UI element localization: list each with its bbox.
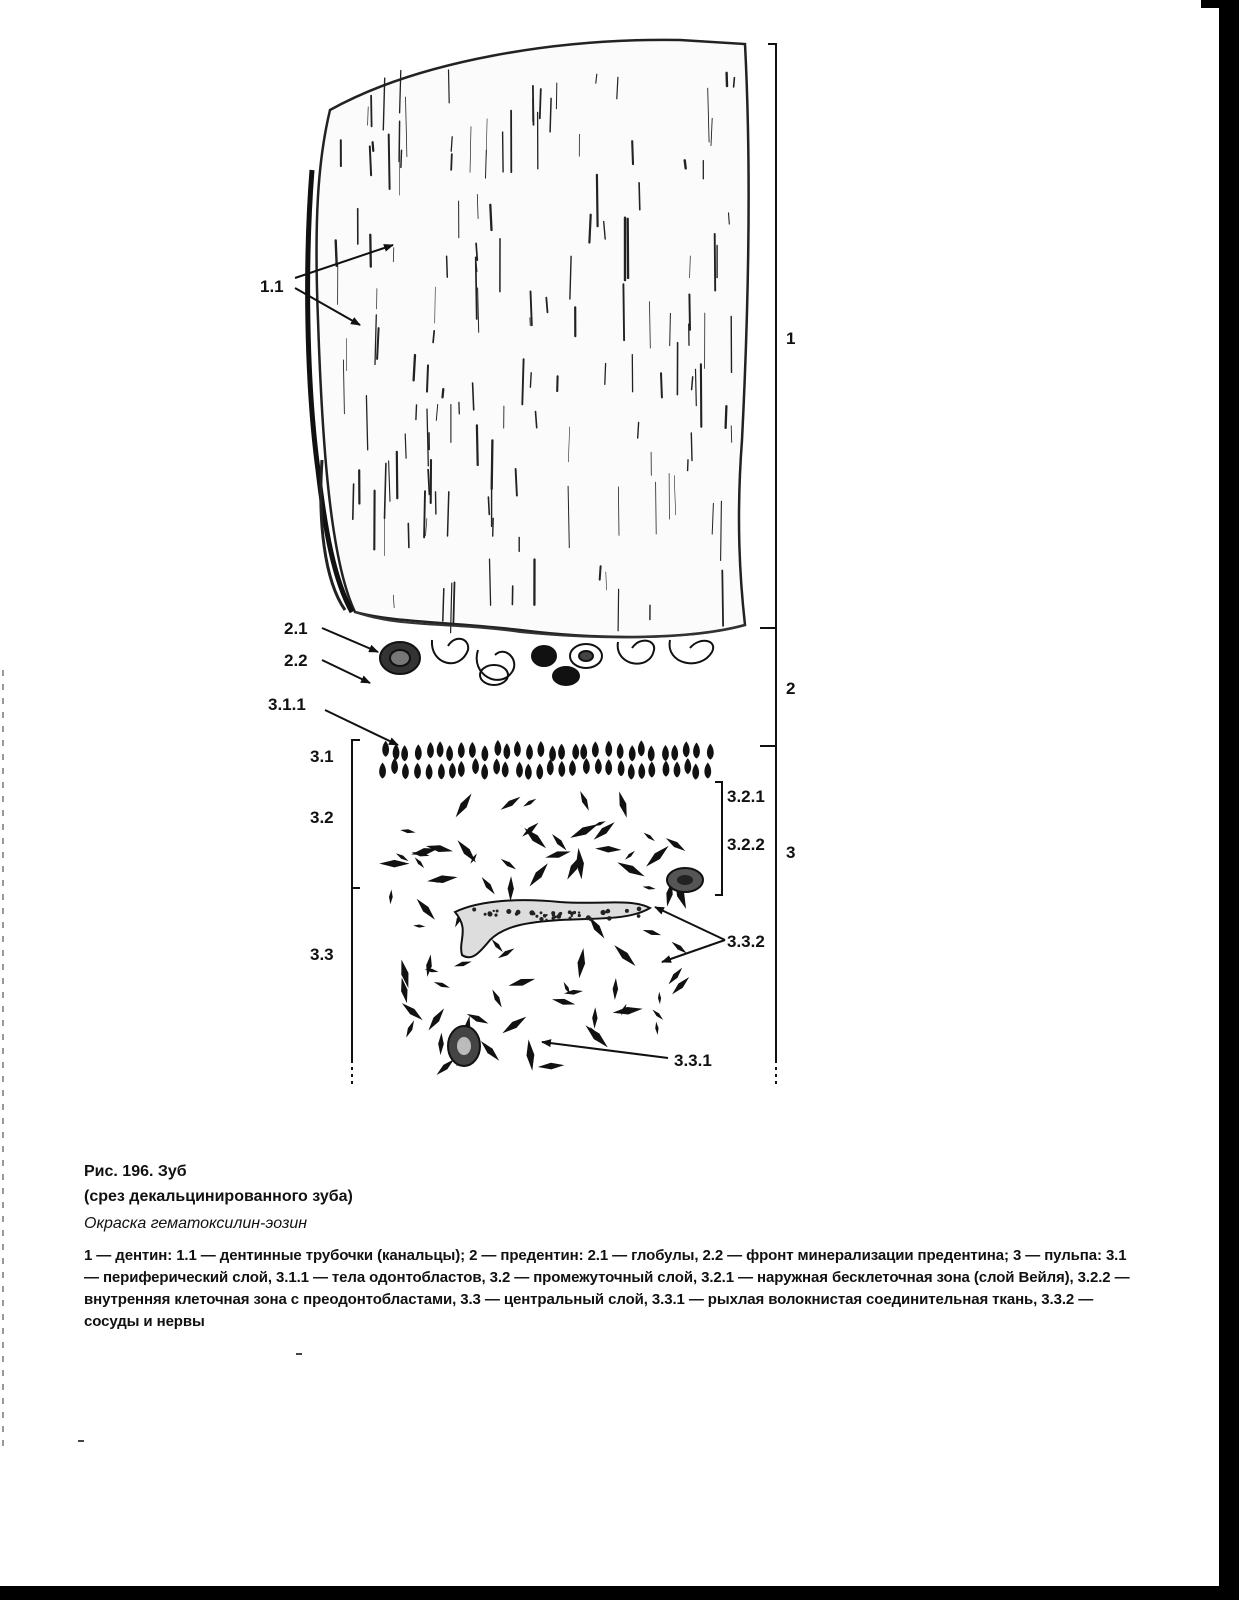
label-1-1: 1.1	[260, 277, 284, 296]
dentin-tubule	[715, 234, 716, 291]
vessel-cell	[637, 907, 642, 912]
pulp-cell	[672, 942, 687, 954]
pulp-cell	[413, 925, 425, 928]
odontoblast-body	[493, 758, 500, 774]
odontoblast-body	[469, 742, 476, 758]
odontoblast-body	[605, 759, 612, 775]
dentin-layer	[308, 40, 749, 637]
dentin-tubule	[589, 215, 590, 243]
label-3-3: 3.3	[310, 945, 334, 964]
dentin-tubule	[691, 433, 692, 461]
dentin-tubule	[734, 78, 735, 87]
odontoblast-body	[693, 743, 700, 759]
vessel-cell	[586, 916, 590, 920]
dentin-tubule	[531, 291, 532, 325]
odontoblast-body	[537, 741, 544, 757]
pulp-cell	[643, 930, 662, 935]
vessel-cell	[488, 912, 492, 916]
vessel-cell	[569, 917, 572, 920]
pulp-cell	[595, 846, 621, 853]
odontoblast-body	[704, 763, 711, 779]
vessel-cell	[539, 917, 543, 921]
vessel-cell	[472, 908, 476, 912]
pulp-cell	[613, 1007, 643, 1015]
vessel-cell	[515, 912, 519, 916]
dentin-tubule	[530, 373, 531, 387]
dentin-tubule	[401, 150, 402, 167]
odontoblast-body	[494, 740, 501, 756]
odontoblast-body	[502, 761, 509, 777]
pulp-cell	[545, 851, 570, 857]
pulp-cell	[415, 857, 425, 868]
pulp-cell	[456, 793, 472, 817]
dentin-tubule	[685, 160, 686, 168]
blood-vessels	[448, 868, 703, 1066]
pulp-cell	[492, 939, 503, 952]
dentin-tubule	[370, 235, 371, 267]
pulp-cell	[613, 978, 618, 1000]
dentin-tubule	[722, 571, 723, 626]
label-3-2-1: 3.2.1	[727, 787, 765, 806]
pulp-cell	[617, 862, 644, 876]
dentin-tubule	[689, 295, 690, 330]
vessel-cell	[535, 915, 538, 918]
pulp-cell	[666, 838, 686, 851]
vessel-cell	[578, 911, 580, 913]
label-2-2: 2.2	[284, 651, 308, 670]
dentin-tubule	[449, 70, 450, 103]
dentin-tubule	[424, 491, 425, 537]
pulp-cell	[580, 791, 589, 811]
scan-speck	[296, 1353, 302, 1355]
odontoblast-body	[683, 741, 690, 757]
pulp-cell	[652, 1010, 663, 1020]
pulp-cell	[508, 876, 514, 901]
odontoblast-body	[663, 761, 670, 777]
dentin-tubule	[416, 405, 417, 420]
pulp-cell	[482, 877, 495, 894]
odontoblast-body	[391, 758, 398, 774]
pulp-cell	[434, 982, 450, 988]
pulp-cell	[619, 791, 627, 817]
pulp-cell	[417, 899, 435, 920]
label-3-2: 3.2	[310, 808, 334, 827]
dentin-tubule	[353, 484, 354, 519]
dentin-tubule	[639, 183, 640, 210]
vessel-cell	[560, 912, 563, 915]
pulp-cell	[614, 945, 635, 966]
pulp-cell	[552, 834, 567, 850]
pulp-cell	[481, 1041, 499, 1061]
odontoblast-body	[629, 745, 636, 761]
scan-speck	[78, 1440, 84, 1442]
pulp-cell	[427, 875, 457, 883]
odontoblast-body	[458, 742, 465, 758]
pulp-cell	[669, 968, 683, 985]
dentin-tubule	[393, 248, 394, 262]
odontoblast-body	[707, 744, 714, 760]
vessel-cell	[545, 919, 547, 921]
odontoblast-body	[426, 764, 433, 780]
dentin-tubule	[731, 426, 732, 443]
pulp-cell	[428, 1008, 444, 1030]
odontoblast-body	[379, 763, 386, 779]
odontoblast-body	[458, 761, 465, 777]
dentin-tubule	[373, 142, 374, 151]
odontoblast-body	[671, 745, 678, 761]
dentin-tubule	[389, 135, 390, 190]
pulp-cell	[492, 989, 501, 1007]
pulp-cell	[406, 1020, 414, 1037]
pulp-cell	[454, 962, 472, 967]
pulp-cell	[578, 948, 586, 978]
vessel-cell	[532, 912, 535, 915]
pulp-cell	[501, 859, 516, 870]
odontoblast-body	[401, 745, 408, 761]
pulp-cell	[625, 851, 635, 860]
odontoblast-body	[692, 764, 699, 780]
odontoblast-body	[572, 744, 579, 760]
odontoblast-body	[580, 744, 587, 760]
pulp-cell	[552, 999, 575, 1005]
odontoblast-body	[638, 763, 645, 779]
odontoblast-body	[526, 744, 533, 760]
pulp-cell	[576, 848, 584, 880]
odontoblast-body	[558, 744, 565, 760]
dentin-tubule	[533, 86, 534, 125]
odontoblast-body	[592, 742, 599, 758]
pulp-cell	[655, 1022, 658, 1035]
pulp-cell	[467, 1014, 489, 1024]
odontoblast-body	[516, 762, 523, 778]
dentin-tubule	[516, 469, 517, 496]
pulp-cell	[538, 1063, 565, 1070]
dentin-tubule	[447, 256, 448, 277]
dentin-tubule	[427, 365, 428, 391]
odontoblast-body	[503, 743, 510, 759]
pulp-cell	[644, 833, 655, 842]
odontoblast-body	[414, 763, 421, 779]
pulp-cell	[426, 954, 432, 976]
pulp-cell	[458, 840, 476, 862]
pulp-cell	[400, 829, 415, 833]
dentin-tubule	[371, 96, 372, 127]
predentin-globules	[380, 639, 713, 685]
odontoblast-body	[525, 764, 532, 780]
pulp-cell	[570, 824, 598, 838]
odontoblast-body	[449, 763, 456, 779]
dentin-tubule	[488, 497, 489, 514]
dentin-tubule	[623, 284, 624, 340]
odontoblast-body	[514, 741, 521, 757]
pulp-cell	[501, 797, 521, 810]
vessel-cell	[601, 910, 606, 915]
pulp-cell	[437, 1059, 455, 1075]
label-3-2-2: 3.2.2	[727, 835, 765, 854]
dentin-tubule	[451, 154, 452, 170]
dentin-tubule	[477, 425, 478, 465]
label-1: 1	[786, 329, 796, 348]
odontoblast-body	[481, 764, 488, 780]
dentin-tubule	[336, 241, 337, 266]
pulp-cell	[389, 889, 393, 904]
odontoblast-body	[558, 761, 565, 777]
dentin-tubule	[453, 582, 454, 623]
odontoblast-body	[481, 745, 488, 761]
dentin-tubule	[670, 313, 671, 345]
vessel-cell	[637, 914, 641, 918]
odontoblast-body	[583, 758, 590, 774]
dentin-tubule	[490, 205, 491, 230]
dentin-tubule	[661, 373, 662, 397]
pulp-cell	[523, 799, 536, 807]
dentin-tubule	[540, 89, 541, 118]
pulp-cell	[438, 1033, 444, 1056]
dentin-tubule	[726, 406, 727, 428]
label-3-3-1: 3.3.1	[674, 1051, 712, 1070]
figure-title: Рис. 196. Зуб	[84, 1163, 187, 1180]
pulp-cell	[592, 1007, 597, 1028]
pulp-cell	[379, 860, 409, 868]
dentin-tubule	[550, 98, 551, 131]
odontoblast-body	[674, 761, 681, 777]
label-3: 3	[786, 843, 796, 862]
odontoblast-body	[628, 763, 635, 779]
odontoblast-body	[393, 744, 400, 760]
odontoblast-body	[402, 763, 409, 779]
odontoblast-body	[382, 741, 389, 757]
vessel-cell	[606, 909, 610, 913]
vessel-cell	[552, 917, 555, 920]
odontoblast-body	[446, 745, 453, 761]
dentin-tubule	[522, 359, 523, 404]
dentin-tubule	[632, 141, 633, 164]
vessel-cell	[506, 909, 511, 914]
odontoblast-body	[547, 759, 554, 775]
figure-subtitle: (срез декальцинированного зуба)	[84, 1188, 353, 1205]
odontoblast-body	[595, 758, 602, 774]
figure-legend: 1 — дентин: 1.1 — дентинные трубочки (канальцы); 2 — предентин: 2.1 — глобулы, 2.2 — фронт минерализации предентина; 3 — пульпа: 3.1 — периферический слой, 3.1.1 — тела одонтобластов, 3.2 — промежуточный слой, 3.2.1 — наружная бесклеточная зона (слой Вейля), 3.2.2 — внутренняя клеточная зона с преодонтобластами, 3.3 — центральный слой, 3.3.1 — рыхлая волокнистая соединительная ткань, 3.3.2 — сосуды и нервы	[84, 1247, 1130, 1330]
pulp-cells	[379, 791, 689, 1075]
dentin-tubule	[696, 369, 697, 405]
vessel-cell	[568, 910, 572, 914]
odontoblast-body	[569, 760, 576, 776]
pulp-cell	[643, 886, 656, 889]
label-2-1: 2.1	[284, 619, 308, 638]
vessel-cell	[493, 910, 495, 912]
odontoblast-body	[617, 743, 624, 759]
vessel-cell	[578, 914, 581, 917]
odontoblast-body	[437, 741, 444, 757]
dentin-tubule	[397, 452, 398, 498]
dentin-tubule	[503, 132, 504, 172]
pulp-cell	[658, 992, 661, 1005]
odontoblast-body	[415, 744, 422, 760]
odontoblast-body	[648, 746, 655, 762]
pulp-cell	[529, 863, 547, 886]
vessel-cell	[484, 913, 487, 916]
odontoblast-body	[648, 762, 655, 778]
odontoblast-body	[638, 740, 645, 756]
vessel-cell	[494, 914, 497, 917]
pulp-cell	[508, 979, 535, 986]
dentin-tubule	[600, 566, 601, 579]
dentin-tubule	[443, 589, 444, 621]
odontoblast-body	[605, 741, 612, 757]
odontoblast-body	[438, 763, 445, 779]
dentin-tubule	[473, 383, 474, 410]
odontoblast-body	[427, 742, 434, 758]
scan-edge-bottom	[0, 1586, 1239, 1600]
odontoblast-body	[536, 763, 543, 779]
dentin-tubule	[414, 355, 415, 380]
vessel-cell	[607, 916, 612, 921]
pulp-cell	[526, 1039, 534, 1070]
vessel-cell	[540, 911, 543, 914]
odontoblast-body	[684, 758, 691, 774]
dentin-tubule	[638, 423, 639, 439]
dentin-tubule	[618, 589, 619, 631]
odontoblast-body	[618, 760, 625, 776]
dentin-tubule	[605, 364, 606, 385]
pulp-cell	[396, 853, 409, 861]
dentin-tubule	[443, 389, 444, 397]
label-3-1: 3.1	[310, 747, 334, 766]
dentin-tubule	[597, 175, 598, 226]
vessel-cell	[625, 909, 629, 913]
label-3-1-1: 3.1.1	[268, 695, 306, 714]
vessel-cell	[546, 914, 548, 916]
figure-stain: Окраска гематоксилин-эозин	[84, 1215, 308, 1232]
dentin-tubule	[546, 298, 547, 313]
odontoblast-body	[549, 746, 556, 762]
dentin-tubule	[408, 523, 409, 547]
pulp-cell	[502, 1017, 526, 1034]
vessel-cell	[496, 910, 499, 913]
label-3-3-2: 3.3.2	[727, 932, 765, 951]
label-2: 2	[786, 679, 796, 698]
odontoblast-body	[662, 745, 669, 761]
dentin-tubule	[370, 146, 371, 175]
odontoblast-body	[472, 758, 479, 774]
pulp-cell	[646, 846, 669, 867]
dentin-tubule	[493, 518, 494, 536]
dentin-tubule	[433, 331, 434, 343]
dentin-tubule	[476, 257, 477, 319]
vessel-cell	[551, 911, 555, 915]
pulp-cell	[402, 1003, 423, 1020]
odontoblast-layer	[379, 740, 714, 780]
